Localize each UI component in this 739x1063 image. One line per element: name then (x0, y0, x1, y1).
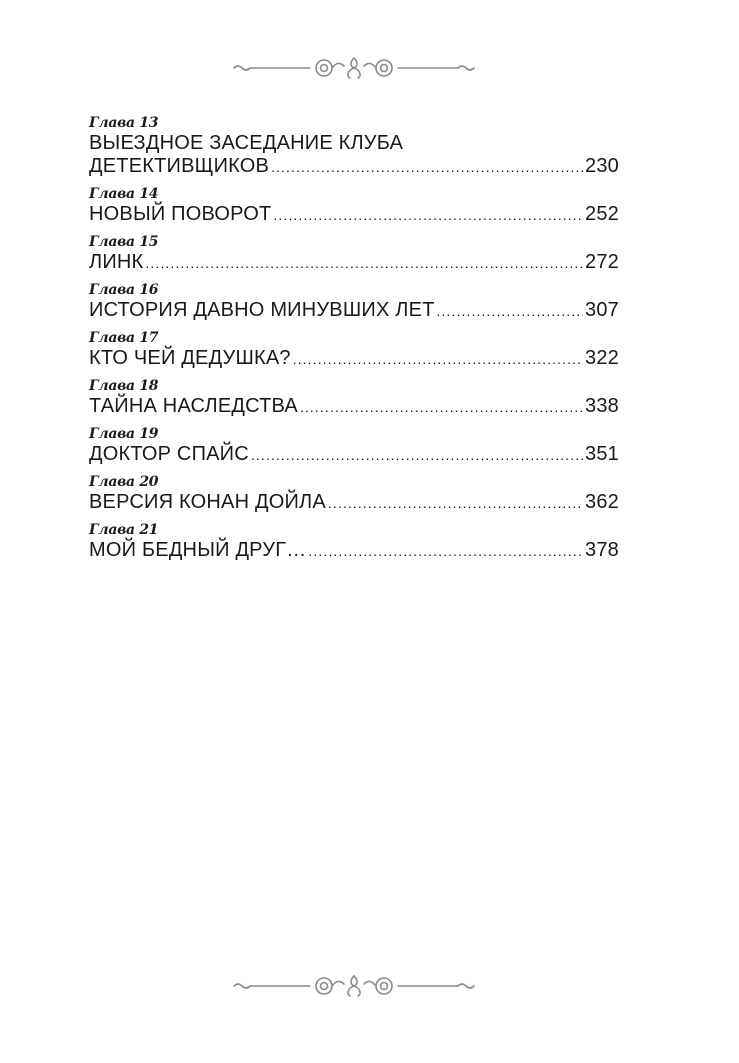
dot-leader (293, 348, 583, 371)
page-number: 351 (585, 443, 619, 465)
dot-leader (300, 396, 583, 419)
chapter-number: Глава 13 (89, 115, 159, 131)
chapter-number: Глава 16 (89, 282, 159, 298)
dot-leader (437, 300, 583, 323)
page-number: 230 (585, 155, 619, 177)
chapter-number: Глава 17 (89, 330, 159, 346)
toc-entry-chapter-13[interactable] (89, 114, 619, 185)
bottom-flourish-ornament-icon (230, 974, 478, 998)
page-number: 307 (585, 299, 619, 321)
page-number: 322 (585, 347, 619, 369)
chapter-title: ДЕТЕКТИВЩИКОВ (89, 155, 270, 177)
chapter-title: ЛИНК (89, 251, 144, 273)
chapter-title: МОЙ БЕДНЫЙ ДРУГ… (89, 539, 307, 561)
toc-entry-chapter-18[interactable] (89, 377, 619, 425)
toc-entry-chapter-15[interactable] (89, 233, 619, 281)
page-number: 252 (585, 203, 619, 225)
chapter-title-line1: ВЫЕЗДНОЕ ЗАСЕДАНИЕ КЛУБА (89, 132, 404, 154)
dot-leader (251, 444, 583, 467)
toc-entry-chapter-20[interactable] (89, 473, 619, 521)
toc-entry-chapter-21[interactable] (89, 521, 619, 563)
toc-entry-chapter-19[interactable] (89, 425, 619, 473)
chapter-number: Глава 15 (89, 234, 159, 250)
chapter-title: ВЕРСИЯ КОНАН ДОЙЛА (89, 491, 326, 513)
toc-entry-chapter-17[interactable] (89, 329, 619, 377)
chapter-number: Глава 20 (89, 474, 159, 490)
top-flourish-ornament-icon (230, 56, 478, 80)
toc-entry-chapter-16[interactable] (89, 281, 619, 329)
page-number: 362 (585, 491, 619, 513)
chapter-title: ТАЙНА НАСЛЕДСТВА (89, 395, 298, 417)
dot-leader (308, 540, 583, 563)
chapter-number: Глава 18 (89, 378, 159, 394)
chapter-title: ДОКТОР СПАЙС (89, 443, 249, 465)
chapter-title: КТО ЧЕЙ ДЕДУШКА? (89, 347, 291, 369)
page-number: 378 (585, 539, 619, 561)
chapter-title: ИСТОРИЯ ДАВНО МИНУВШИХ ЛЕТ (89, 299, 435, 321)
page-number: 338 (585, 395, 619, 417)
table-of-contents (89, 114, 619, 563)
dot-leader (328, 492, 583, 515)
chapter-number: Глава 21 (89, 522, 159, 538)
chapter-number: Глава 19 (89, 426, 159, 442)
chapter-title: НОВЫЙ ПОВОРОТ (89, 203, 272, 225)
dot-leader (145, 252, 583, 275)
dot-leader (273, 204, 583, 227)
toc-entry-chapter-14[interactable] (89, 185, 619, 233)
page-number: 272 (585, 251, 619, 273)
dot-leader (271, 156, 583, 179)
chapter-number: Глава 14 (89, 186, 159, 202)
